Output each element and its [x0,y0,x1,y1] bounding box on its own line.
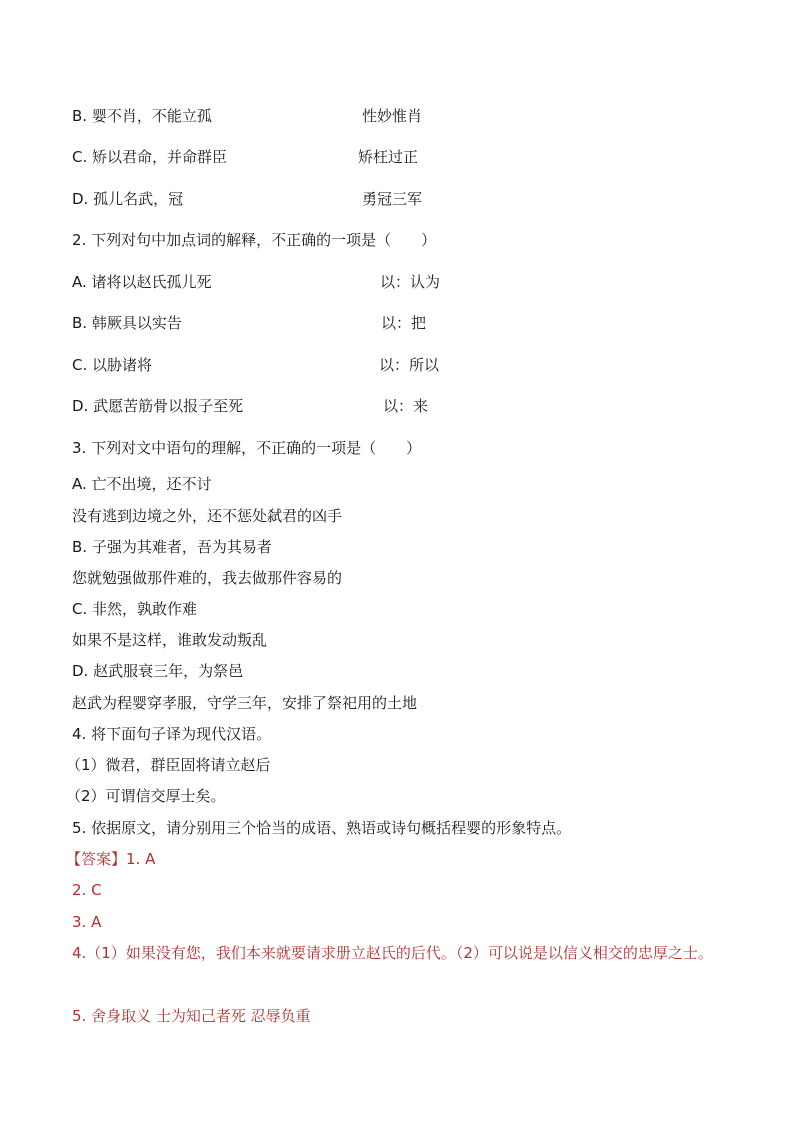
q3-option-a-explain: 没有逃到边境之外，还不惩处弑君的凶手 [72,507,343,525]
q3-option-b: B. 子强为其难者，吾为其易者 [72,538,272,556]
q1-option-d-compare: 勇冠三军 [362,190,423,208]
q2-option-c-meaning: 以：所以 [379,356,440,374]
q2-option-c: C. 以胁诸将 [72,356,153,374]
answer-heading: 【答案】 [66,850,127,868]
answer-block-first-line [66,849,155,869]
q4-sentence-1: （1）微君，群臣固将请立赵后 [66,756,271,774]
q1-option-b: B. 婴不肖，不能立孤 [72,107,212,125]
q4-sentence-2: （2）可谓信交厚士矣。 [66,787,226,805]
q1-option-c: C. 矫以君命，并命群臣 [72,148,228,166]
answer-4: 4.（1）如果没有您，我们本来就要请求册立赵氏的后代。（2）可以说是以信义相交的忠厚之士。 [72,944,713,962]
answer-5: 5. 舍身取义 士为知己者死 忍辱负重 [72,1007,311,1025]
q2-question: 2. 下列对句中加点词的解释，不正确的一项是（ ） [72,231,437,249]
q2-option-a: A. 诸将以赵氏孤儿死 [72,273,212,291]
q3-option-d-explain: 赵武为程婴穿孝服，守学三年，安排了祭祀用的土地 [72,694,418,712]
q4-question: 4. 将下面句子译为现代汉语。 [72,725,272,743]
q1-option-b-compare: 性妙惟肖 [362,107,423,125]
q2-option-b: B. 韩厥具以实告 [72,314,182,332]
q3-option-b-explain: 您就勉强做那件难的，我去做那件容易的 [72,569,343,587]
q1-option-d: D. 孤儿名武，冠 [72,190,184,208]
q5-question: 5. 依据原文，请分别用三个恰当的成语、熟语或诗句概括程婴的形象特点。 [72,819,572,837]
answer-1: 1. A [126,850,156,868]
answer-2: 2. C [72,881,102,899]
q2-option-d-meaning: 以：来 [383,397,429,415]
q3-option-d: D. 赵武服衰三年，为祭邑 [72,662,244,680]
q2-option-a-meaning: 以：认为 [380,273,441,291]
q3-option-a: A. 亡不出境，还不讨 [72,475,212,493]
q3-option-c-explain: 如果不是这样，谁敢发动叛乱 [72,631,268,649]
answer-3: 3. A [72,913,102,931]
q1-option-c-compare: 矫枉过正 [358,148,419,166]
q3-option-c: C. 非然，孰敢作难 [72,600,198,618]
q3-question: 3. 下列对文中语句的理解，不正确的一项是（ ） [72,439,422,457]
q2-option-b-meaning: 以：把 [381,314,427,332]
q2-option-d: D. 武愿苦筋骨以报子至死 [72,397,244,415]
